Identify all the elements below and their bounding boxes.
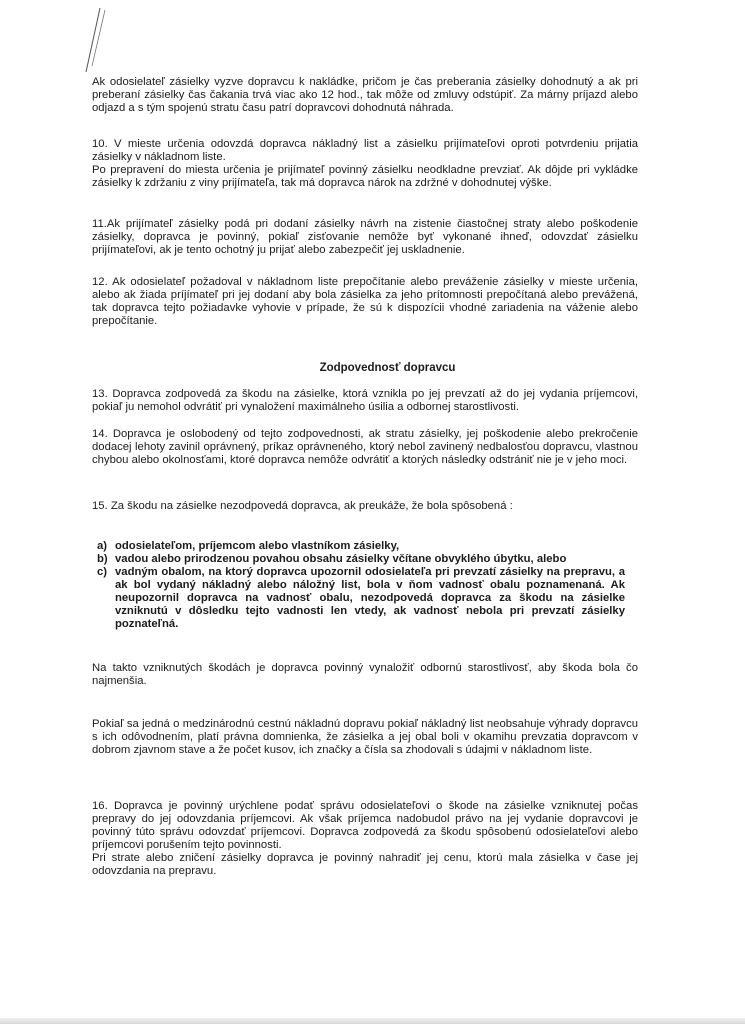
paragraph-11: 11.Ak prijímateľ zásielky podá pri dodaní zásielky návrh na zistenie čiastočnej straty alebo poškodenie zásielky, dopravca je povinný, pokiaľ zisťovanie nemôže byť vykonané ihneď, odovzdať zásielku prijímateľovi, ak je tento ochotný ju prijať alebo zabezpečiť jej uskladnenie. [92, 218, 638, 256]
list-item [97, 553, 625, 566]
paragraph-10-delivery: 10. V mieste určenia odovzdá dopravca nákladný list a zásielku prijímateľovi oproti potvrdeniu prijatia zásielky v nákladnom liste. [92, 138, 638, 163]
paragraph-loading-call: Ak odosielateľ zásielky vyzve dopravcu k nakládke, pričom je čas preberania zásielky dohodnutý a ak pri preberaní zásielky čas čakania trvá viac ako 12 hod., tak môže od zmluvy odstúpiť. Za márny príjazd alebo odjazd a s tým spojenú stratu času patrí dopravcovi dohodnutá náhrada. [92, 76, 638, 114]
paragraph-10-acceptance: Po prepravení do miesta určenia je prijímateľ povinný zásielku neodkladne prevziať. Ak dôjde pri vykládke zásielky k zdržaniu z viny prijímateľa, tak má dopravca nárok na zdržné v dohodnutej výške. [92, 164, 638, 189]
paragraph-international-transport: Pokiaľ sa jedná o medzinárodnú cestnú nákladnú dopravu pokiaľ nákladný list neobsahuje výhrady dopravcu s ich odôvodnením, platí právna domnienka, že zásielka a jej obal boli v okamihu prevzatia dopravcom v dobrom zjavnom stave a že počet kusov, ich značky a čísla sa zhodovali s údajmi v nákladnom liste. [92, 718, 638, 756]
paragraph-16-report: 16. Dopravca je povinný urýchlene podať správu odosielateľovi o škode na zásielke vzniknutej počas prepravy do jej odovzdania príjemcovi. Ak však príjemca nadobudol právo na jej vydanie dopravcovi je povinný túto správu odovzdať príjemcovi. Dopravca zodpovedá za škodu spôsobenú odosielateľovi alebo príjemcovi porušením tejto povinnosti. [92, 800, 638, 851]
paragraph-damage-mitigation: Na takto vzniknutých škodách je dopravca povinný vynaložiť odbornú starostlivosť, aby škoda bola čo najmenšia. [92, 662, 638, 687]
list-item-text: vadným obalom, na ktorý dopravca upozornil odosielateľa pri prevzatí zásielky na prepravu, a ak bol vydaný nákladný alebo náložný list, bola v ňom vadnosť obalu poznamenaná. Ak neupozornil dopravca na vadnosť obalu, nezodpovedá dopravca za škodu na zásielke vzniknutú v dôsledku tejto vadnosti len vtedy, ak vadnosť nebola pri prevzatí zásielky poznateľná. [115, 566, 625, 630]
scan-bottom-edge [0, 1018, 745, 1024]
list-marker: b) [97, 553, 108, 565]
paragraph-13: 13. Dopravca zodpovedá za škodu na zásielke, ktorá vznikla po jej prevzatí až do jej vydania príjemcovi, pokiaľ ju nemohol odvrátiť pri vynaložení maximálneho úsilia a odbornej starostlivosti. [92, 388, 638, 413]
section-heading: Zodpovednosť dopravcu [319, 362, 456, 374]
list-item-text: vadou alebo prirodzenou povahou obsahu zásielky včítane obvyklého úbytku, alebo [115, 553, 567, 565]
paragraph-14: 14. Dopravca je oslobodený od tejto zodpovednosti, ak stratu zásielky, jej poškodenie alebo prekročenie dodacej lehoty zavinil oprávnený, príkaz oprávneného, ktorý nebol zavinený nedbalosťou dopravcu, vlastnou chybou alebo okolnosťami, ktoré dopravca nemôže odvrátiť a ktorých následky odstrániť nie je v jeho moci. [92, 428, 638, 466]
list-item [97, 566, 625, 631]
paragraph-16-loss: Pri strate alebo zničení zásielky dopravca je povinný nahradiť jej cenu, ktorú mala zásielka v čase jej odovzdania na prepravu. [92, 852, 638, 877]
paragraph-12: 12. Ak odosielateľ požadoval v nákladnom liste prepočítanie alebo preváženie zásielky v mieste určenia, alebo ak žiada príjímateľ pri jej dodaní aby bola zásielka za jeho prítomnosti prepočítaná alebo prevážená, tak dopravca tejto požiadavke vyhovie v prípade, že sú k dispozícii vhodné zariadenia na váženie alebo prepočítanie. [92, 276, 638, 327]
list-item [97, 540, 625, 553]
pen-stroke-mark [78, 6, 108, 76]
list-marker: c) [97, 566, 108, 578]
paragraph-10 [92, 138, 638, 190]
paragraph-16 [92, 800, 638, 878]
paragraph-15: 15. Za škodu na zásielke nezodpovedá dopravca, ak preukáže, že bola spôsobená : [92, 500, 513, 512]
list-marker: a) [97, 540, 108, 552]
list-item-text: odosielateľom, príjemcom alebo vlastníkom zásielky, [115, 540, 400, 552]
liability-exclusion-list [97, 540, 625, 631]
